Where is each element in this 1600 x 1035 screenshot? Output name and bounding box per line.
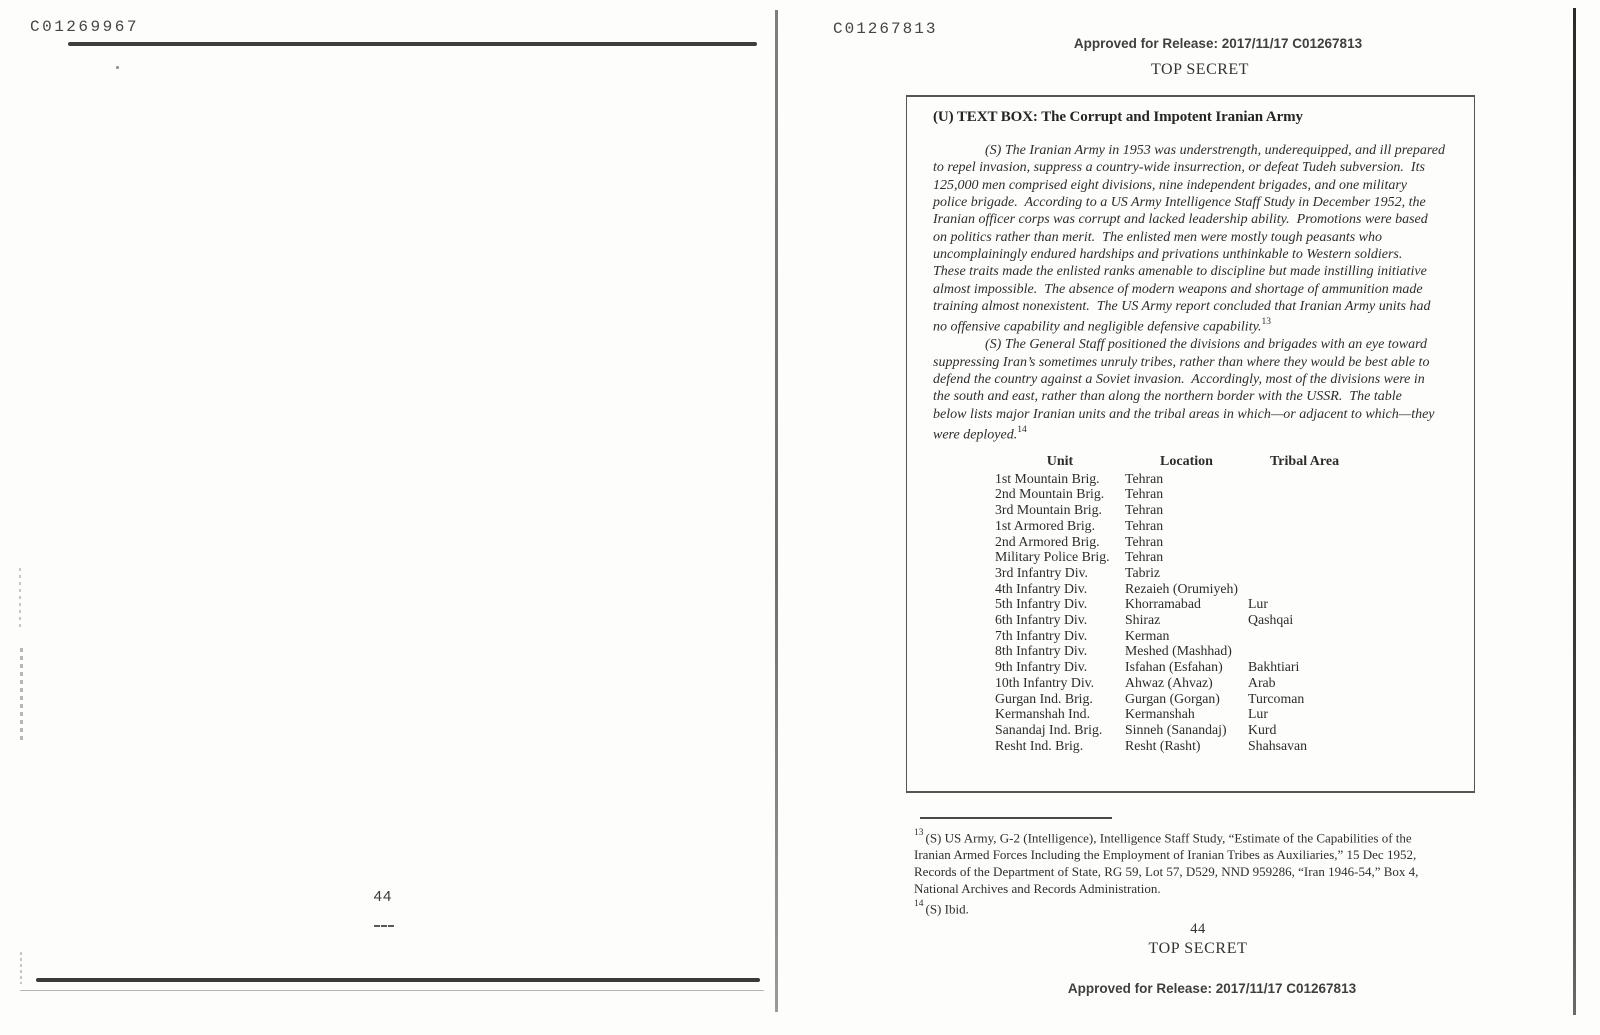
column-header-unit: Unit (1046, 454, 1074, 469)
cell-location: Tehran (1125, 533, 1164, 549)
footnote-13-line (914, 827, 1470, 847)
text-box-frame (906, 95, 1475, 793)
cell-unit: Military Police Brig. (995, 549, 1110, 565)
scan-speck (116, 66, 119, 69)
cell-unit: 5th Infantry Div. (995, 596, 1088, 612)
cell-tribal: Shahsavan (1248, 737, 1308, 753)
cell-tribal: Lur (1248, 596, 1268, 612)
cell-location: Tehran (1125, 470, 1164, 486)
footnote-ref-13: 13 (1261, 317, 1272, 328)
cell-location: Tehran (1125, 517, 1164, 533)
cell-location: Shiraz (1125, 612, 1161, 628)
cell-location: Gurgan (Gorgan) (1125, 690, 1220, 706)
scan-speck (19, 568, 21, 630)
para2-line: defend the country against a Soviet invasion. Accordingly, most of the divisions were in (933, 372, 1425, 388)
cell-location: Resht (Rasht) (1125, 737, 1201, 753)
cell-tribal (1248, 502, 1465, 518)
left-page-bottom-rule-faint (20, 990, 764, 991)
table-row (995, 706, 1465, 722)
cell-location: Tehran (1125, 549, 1164, 565)
cell-unit: Sanandaj Ind. Brig. (995, 721, 1103, 737)
cell-location: Kerman (1125, 627, 1170, 643)
cell-unit: Resht Ind. Brig. (995, 737, 1084, 753)
footnote-14-line (914, 898, 1470, 918)
classification-banner-bottom: TOP SECRET (1148, 940, 1248, 957)
cell-location: Tehran (1125, 502, 1164, 518)
table-row (995, 738, 1465, 754)
right-page-footer (948, 921, 1448, 958)
right-page-number: 44 (1190, 921, 1206, 937)
table-row (995, 612, 1465, 628)
para1-line: training almost nonexistent. The US Army report concluded that Iranian Army units had (933, 299, 1431, 315)
table-row (995, 643, 1465, 659)
cell-location: Rezaieh (Orumiyeh) (1125, 580, 1239, 596)
page-divider-line (775, 10, 778, 1012)
left-page-doc-id: C01269967 (30, 18, 139, 36)
cell-tribal (1248, 549, 1465, 565)
text-box-title: (U) TEXT BOX: The Corrupt and Impotent Iranian Army (933, 109, 1303, 125)
footnote-13-text: (S) US Army, G-2 (Intelligence), Intelligence Staff Study, “Estimate of the Capabilities of the (925, 830, 1412, 846)
cell-unit: 8th Infantry Div. (995, 643, 1088, 659)
para1-line: police brigade. According to a US Army Intelligence Staff Study in December 1952, the (933, 195, 1426, 211)
footnote-separator-rule (920, 817, 1112, 819)
para2-last-line-text: were deployed. (933, 427, 1018, 443)
cell-location: Ahwaz (Ahvaz) (1125, 674, 1213, 690)
para2-line: the south and east, rather than along the northern border with the USSR. The table (933, 389, 1402, 405)
cell-location: Sinneh (Sanandaj) (1125, 721, 1227, 737)
para1-last-line-text: no offensive capability and negligible defensive capability. (933, 320, 1262, 336)
left-page-top-rule (68, 42, 757, 46)
cell-unit: 9th Infantry Div. (995, 659, 1088, 675)
para1-line: almost impossible. The absence of modern weapons and shortage of ammunition made (933, 281, 1423, 297)
table-row (995, 581, 1465, 597)
cell-unit: Gurgan Ind. Brig. (995, 690, 1093, 706)
approved-for-release-bottom: Approved for Release: 2017/11/17 C01267813 (1067, 981, 1357, 996)
para2-line: (S) The General Staff positioned the divisions and brigades with an eye toward (985, 337, 1427, 353)
para1-line: (S) The Iranian Army in 1953 was understrength, underequipped, and ill prepared (985, 143, 1446, 158)
left-page-bottom-rule (36, 978, 760, 982)
column-header-location: Location (1160, 454, 1213, 469)
cell-location: Meshed (Mashhad) (1125, 643, 1232, 659)
table-row (995, 471, 1465, 487)
cell-location: Tehran (1125, 486, 1164, 502)
table-row (995, 502, 1465, 518)
left-page-number: 44 (373, 888, 393, 905)
table-row (995, 565, 1465, 581)
para1-line: to repel invasion, suppress a country-wide insurrection, or defeat Tudeh subversion. Its (933, 160, 1425, 176)
table-row (995, 691, 1465, 707)
para2-line: suppressing Iran’s sometimes unruly tribes, rather than where they would be best able to (933, 354, 1430, 370)
cell-unit: 7th Infantry Div. (995, 627, 1088, 643)
table-row (995, 628, 1465, 644)
table-row (995, 675, 1465, 691)
table-row (995, 549, 1465, 565)
footnote-14-text: (S) Ibid. (925, 900, 969, 916)
cell-unit: 6th Infantry Div. (995, 612, 1088, 628)
para1-line: Iranian officer corps was corrupt and lacked leadership ability. Promotions were based (933, 212, 1428, 228)
para2-line: below lists major Iranian units and the tribal areas in which—or adjacent to which—they (933, 406, 1435, 422)
scan-speck (20, 648, 23, 743)
cell-unit: 1st Mountain Brig. (995, 470, 1100, 486)
cell-unit: 1st Armored Brig. (995, 517, 1096, 533)
units-table (995, 454, 1465, 753)
classification-banner-top: TOP SECRET (1151, 61, 1249, 78)
cell-tribal (1248, 643, 1465, 659)
para1-line: These traits made the enlisted ranks amenable to discipline but made instilling initiative (933, 264, 1427, 280)
cell-tribal: Kurd (1248, 721, 1277, 737)
table-row (995, 659, 1465, 675)
cell-tribal (1248, 471, 1465, 487)
table-row (995, 722, 1465, 738)
footnotes (914, 827, 1470, 918)
cell-tribal: Arab (1248, 674, 1276, 690)
table-row (995, 486, 1465, 502)
scan-speck (20, 952, 22, 984)
cell-tribal (1248, 534, 1465, 550)
footnote-14-marker: 14 (914, 898, 924, 909)
cell-location: Khorramabad (1125, 596, 1201, 612)
cell-location: Kermanshah (1125, 706, 1195, 722)
cell-unit: 2nd Armored Brig. (995, 533, 1100, 549)
approved-for-release-top: Approved for Release: 2017/11/17 C01267813 (1073, 36, 1363, 51)
footnote-13-line: National Archives and Records Administration. (914, 880, 1161, 896)
table-row (995, 534, 1465, 550)
cell-tribal (1248, 486, 1465, 502)
column-header-tribal-area: Tribal Area (1270, 454, 1340, 469)
para1-line: on politics rather than merit. The enlisted men were mostly tough peasants who (933, 229, 1383, 245)
cell-unit: 10th Infantry Div. (995, 674, 1095, 690)
cell-tribal (1248, 565, 1465, 581)
cell-tribal (1248, 628, 1465, 644)
cell-tribal: Turcoman (1248, 690, 1305, 706)
units-table-header (995, 454, 1465, 470)
cell-location: Tabriz (1125, 564, 1161, 580)
scan-right-edge-line (1573, 8, 1576, 1015)
text-box-body (933, 142, 1469, 444)
footnote-ref-14: 14 (1017, 425, 1027, 436)
footnote-13-line: Records of the Department of State, RG 59, Lot 57, D529, NND 959286, “Iran 1946-54,” Box 4, (914, 863, 1419, 879)
footnote-13-marker: 13 (914, 828, 924, 838)
cell-tribal: Bakhtiari (1248, 659, 1300, 675)
right-page-doc-id: C01267813 (833, 20, 938, 38)
table-row (995, 596, 1465, 612)
para1-line: uncomplainingly endured hardships and privations unthinkable to Western soldiers. (933, 247, 1403, 263)
para1-line: 125,000 men comprised eight divisions, nine independent brigades, and one military (933, 177, 1407, 193)
cell-location: Isfahan (Esfahan) (1125, 659, 1223, 675)
cell-unit: 3rd Mountain Brig. (995, 502, 1102, 518)
cell-unit: 3rd Infantry Div. (995, 564, 1088, 580)
cell-tribal (1248, 518, 1465, 534)
para1-last-line (933, 315, 1469, 336)
cell-tribal (1248, 581, 1465, 597)
cell-tribal: Lur (1248, 706, 1268, 722)
cell-tribal: Qashqai (1248, 612, 1294, 628)
cell-unit: Kermanshah Ind. (995, 706, 1091, 722)
footnote-13-line: Iranian Armed Forces Including the Employment of Iranian Tribes as Auxiliaries,” 15 Dec 1952, (914, 847, 1417, 863)
cell-unit: 4th Infantry Div. (995, 580, 1088, 596)
left-page-number-underline (374, 925, 394, 927)
cell-unit: 2nd Mountain Brig. (995, 486, 1105, 502)
para2-last-line (933, 423, 1469, 444)
table-row (995, 518, 1465, 534)
